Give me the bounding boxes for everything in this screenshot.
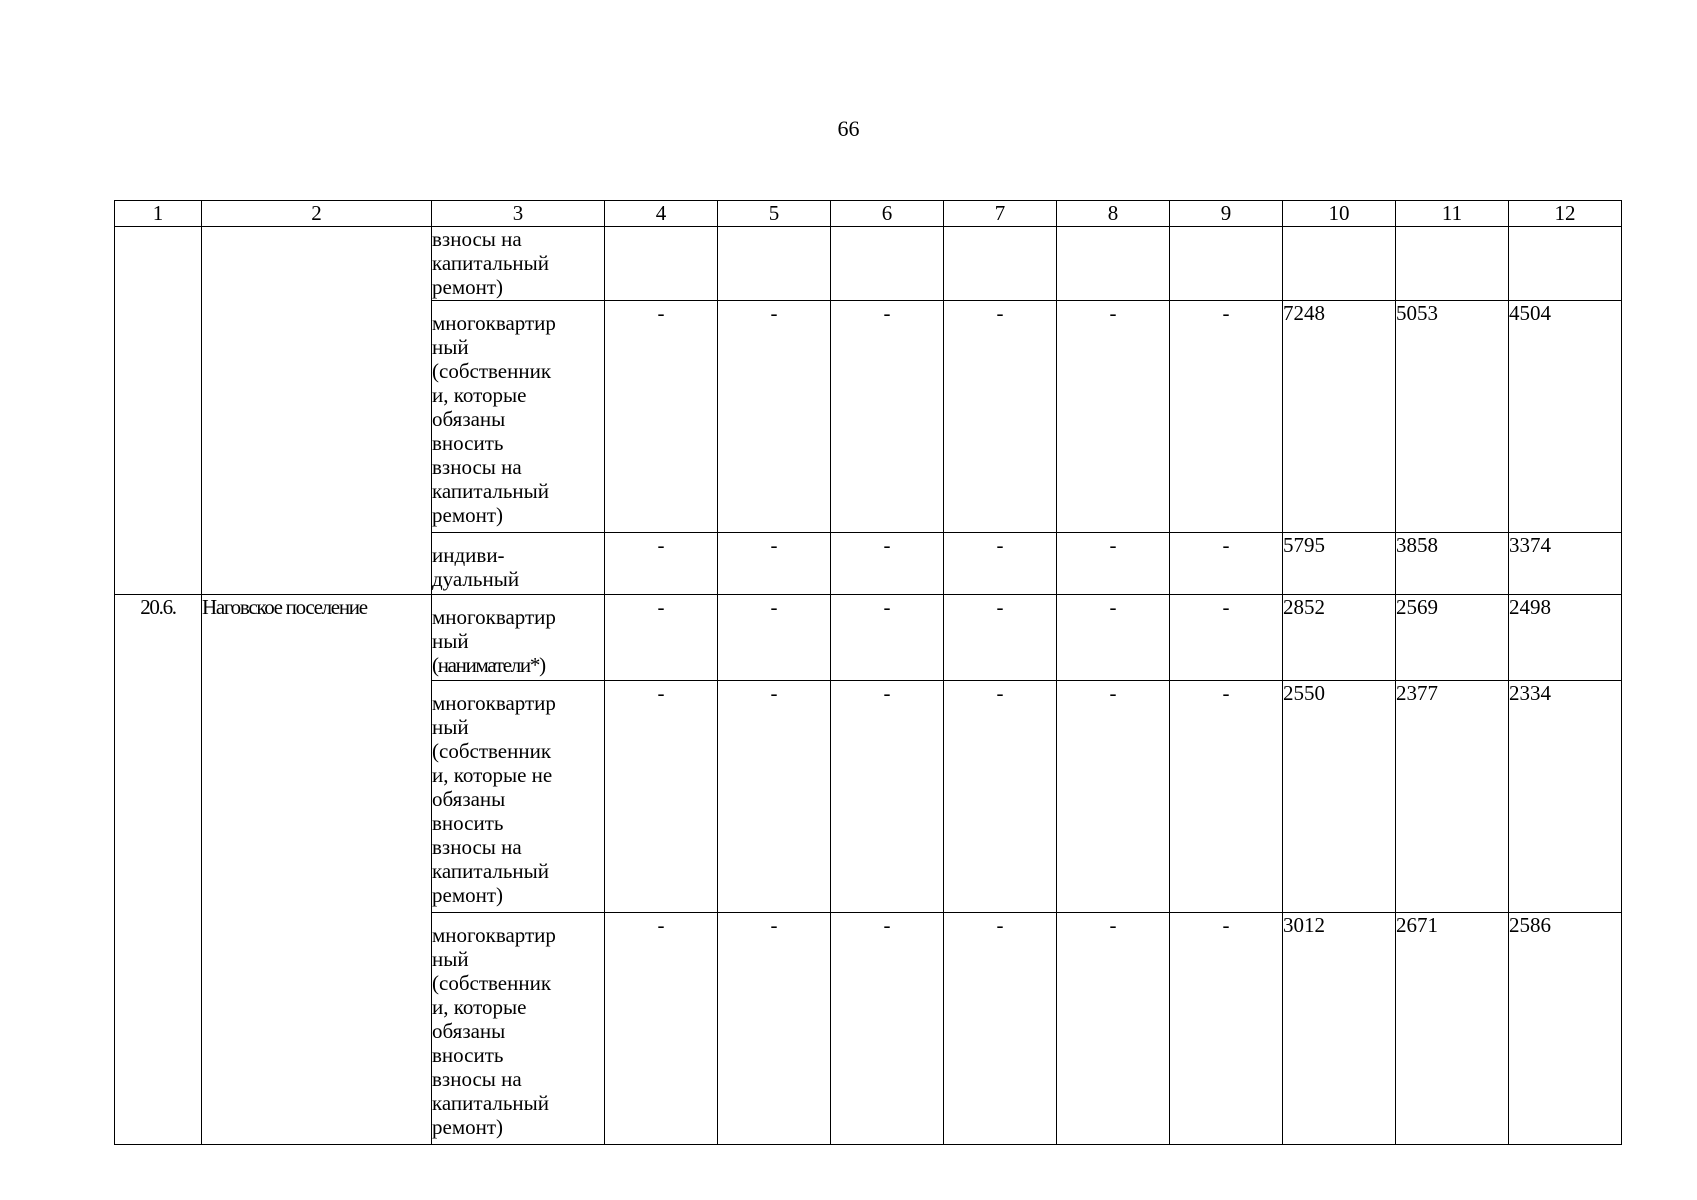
- housing-type-line: (собственник: [432, 971, 552, 995]
- value-cell: -: [831, 595, 944, 681]
- value-cell: -: [605, 913, 718, 1145]
- table-row: [115, 227, 1622, 301]
- housing-type-line: ный: [432, 335, 469, 359]
- value-cell: -: [718, 533, 831, 595]
- value-cell: 5795: [1283, 533, 1396, 595]
- value-cell: -: [944, 533, 1057, 595]
- value-cell: [1283, 227, 1396, 301]
- value-cell: 3012: [1283, 913, 1396, 1145]
- value-cell: [1396, 227, 1509, 301]
- tariff-table: [114, 200, 1622, 1145]
- value-cell: -: [718, 681, 831, 913]
- housing-type-line: многоквартир: [432, 311, 556, 335]
- row-number-cell: [115, 595, 202, 1145]
- column-header: 11: [1396, 201, 1509, 227]
- housing-type-line: и, которые не: [432, 763, 553, 787]
- column-header: 8: [1057, 201, 1170, 227]
- settlement-name-cell: Наговское поселение: [202, 595, 432, 1145]
- housing-type-cell: [432, 913, 605, 1145]
- value-cell: -: [831, 301, 944, 533]
- value-cell: 2377: [1396, 681, 1509, 913]
- value-cell: -: [605, 681, 718, 913]
- value-cell: -: [718, 595, 831, 681]
- value-cell: [605, 227, 718, 301]
- value-cell: -: [1170, 595, 1283, 681]
- value-cell: -: [1170, 681, 1283, 913]
- housing-type-line: (наниматели*): [432, 653, 545, 677]
- housing-type-cell: [432, 227, 605, 301]
- value-cell: [718, 227, 831, 301]
- value-cell: 2586: [1509, 913, 1622, 1145]
- value-cell: 5053: [1396, 301, 1509, 533]
- housing-type-line: вносить: [432, 811, 504, 835]
- table-row: [115, 595, 1622, 681]
- value-cell: [1509, 227, 1622, 301]
- housing-type-line: (собственник: [432, 739, 552, 763]
- column-header: 4: [605, 201, 718, 227]
- value-cell: -: [944, 681, 1057, 913]
- housing-type-line: многоквартир: [432, 923, 556, 947]
- column-header: 6: [831, 201, 944, 227]
- housing-type-cell: [432, 301, 605, 533]
- column-header: 3: [432, 201, 605, 227]
- housing-type-line: ремонт): [432, 1115, 504, 1139]
- value-cell: -: [1057, 681, 1170, 913]
- value-cell: 2334: [1509, 681, 1622, 913]
- value-cell: -: [718, 913, 831, 1145]
- value-cell: -: [944, 595, 1057, 681]
- column-header: 10: [1283, 201, 1396, 227]
- housing-type-line: и, которые: [432, 383, 527, 407]
- housing-type-cell: [432, 533, 605, 595]
- housing-type-line: ремонт): [432, 275, 504, 299]
- housing-type-line: капитальный: [432, 859, 549, 883]
- column-header: 9: [1170, 201, 1283, 227]
- value-cell: -: [831, 533, 944, 595]
- column-header: 5: [718, 201, 831, 227]
- value-cell: -: [1170, 533, 1283, 595]
- housing-type-line: ный: [432, 629, 469, 653]
- housing-type-line: вносить: [432, 1043, 504, 1067]
- housing-type-line: многоквартир: [432, 691, 556, 715]
- value-cell: [944, 227, 1057, 301]
- housing-type-line: дуальный: [432, 567, 520, 591]
- housing-type-line: (собственник: [432, 359, 552, 383]
- value-cell: -: [1057, 533, 1170, 595]
- header-row: [115, 201, 1622, 227]
- value-cell: [1057, 227, 1170, 301]
- housing-type-line: капитальный: [432, 251, 549, 275]
- value-cell: 2671: [1396, 913, 1509, 1145]
- value-cell: 2569: [1396, 595, 1509, 681]
- housing-type-line: и, которые: [432, 995, 527, 1019]
- value-cell: -: [1170, 913, 1283, 1145]
- housing-type-line: взносы на: [432, 835, 522, 859]
- housing-type-line: обязаны: [432, 407, 506, 431]
- housing-type-cell: [432, 595, 605, 681]
- value-cell: -: [831, 681, 944, 913]
- housing-type-line: обязаны: [432, 787, 506, 811]
- housing-type-line: обязаны: [432, 1019, 506, 1043]
- housing-type-line: взносы на: [432, 1067, 522, 1091]
- housing-type-line: взносы на: [432, 455, 522, 479]
- value-cell: [1170, 227, 1283, 301]
- value-cell: -: [944, 301, 1057, 533]
- row-number: 20.6.: [140, 595, 176, 619]
- value-cell: 2550: [1283, 681, 1396, 913]
- housing-type-line: вносить: [432, 431, 504, 455]
- housing-type-line: ремонт): [432, 503, 504, 527]
- column-header: 2: [202, 201, 432, 227]
- value-cell: -: [831, 913, 944, 1145]
- housing-type-line: индиви-: [432, 543, 505, 567]
- value-cell: -: [605, 301, 718, 533]
- value-cell: -: [605, 595, 718, 681]
- value-cell: -: [605, 533, 718, 595]
- value-cell: 4504: [1509, 301, 1622, 533]
- value-cell: -: [1057, 301, 1170, 533]
- value-cell: 2852: [1283, 595, 1396, 681]
- housing-type-line: взносы на: [432, 227, 522, 251]
- housing-type-line: ный: [432, 715, 469, 739]
- column-header: 12: [1509, 201, 1622, 227]
- settlement-name-cell: [202, 227, 432, 595]
- housing-type-line: капитальный: [432, 479, 549, 503]
- value-cell: -: [1170, 301, 1283, 533]
- value-cell: -: [1057, 595, 1170, 681]
- value-cell: 7248: [1283, 301, 1396, 533]
- value-cell: [831, 227, 944, 301]
- column-header: 7: [944, 201, 1057, 227]
- housing-type-line: многоквартир: [432, 605, 556, 629]
- value-cell: 3858: [1396, 533, 1509, 595]
- housing-type-line: капитальный: [432, 1091, 549, 1115]
- value-cell: 2498: [1509, 595, 1622, 681]
- value-cell: -: [944, 913, 1057, 1145]
- value-cell: 3374: [1509, 533, 1622, 595]
- value-cell: -: [718, 301, 831, 533]
- housing-type-line: ный: [432, 947, 469, 971]
- page-number: 66: [837, 116, 860, 141]
- column-header: 1: [115, 201, 202, 227]
- value-cell: -: [1057, 913, 1170, 1145]
- row-number-cell: [115, 227, 202, 595]
- housing-type-line: ремонт): [432, 883, 504, 907]
- housing-type-cell: [432, 681, 605, 913]
